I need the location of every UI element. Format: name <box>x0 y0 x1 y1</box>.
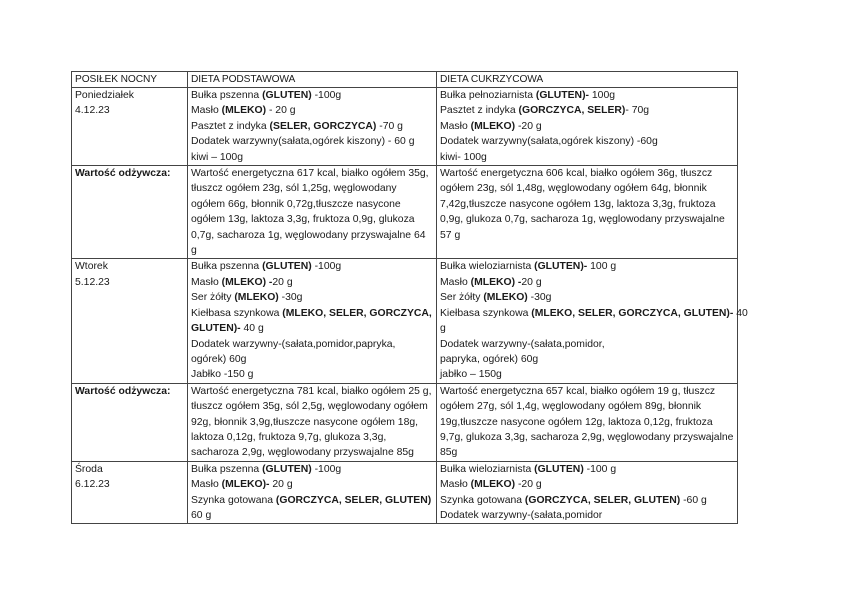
basic-item-line <box>191 150 433 165</box>
diabetic-item-line <box>440 352 734 367</box>
night-meal-table <box>71 71 748 524</box>
basic-item-amount: -70 g <box>376 120 403 132</box>
diabetic-item-line <box>440 134 734 149</box>
basic-item-line <box>191 493 433 508</box>
basic-diet-cell <box>188 259 437 383</box>
diabetic-item-line <box>440 259 734 274</box>
basic-diet-cell <box>188 88 437 166</box>
diabetic-item-text: jabłko – 150g <box>440 369 502 381</box>
basic-item-amount: -100g <box>311 90 342 101</box>
basic-item-allergen: (MLEKO)- <box>221 479 270 491</box>
basic-item-allergen: (MLEKO) - <box>221 276 273 288</box>
basic-item-text: Dodatek warzywny-(sałata,pomidor,papryka, <box>191 338 396 350</box>
diabetic-item-text: Dodatek warzywny-(sałata,pomidor, <box>440 338 605 350</box>
basic-item-line <box>191 337 433 352</box>
nutrition-basic-text: Wartość energetyczna 617 kcal, białko ogółem 35g, tłuszcz ogółem 23g, sól 1,25g, węglowodany ogółem 66g, błonnik 0,72g,tłuszcze nasycone ogółem 13g, laktoza 3,3g, fruktoza 0,9g, glukoza 0,7g, sacharoza 1g, węglowodany przyswajalne 64 g <box>191 168 429 257</box>
basic-item-text: Masło <box>191 276 222 288</box>
day-date: 6.12.23 <box>75 479 110 491</box>
diabetic-item-line <box>440 275 734 290</box>
basic-item-line <box>191 367 433 382</box>
diabetic-item-amount: 20 g <box>521 276 542 288</box>
basic-item-text: Pasztet z indyka <box>191 120 270 132</box>
diabetic-item-line <box>440 119 734 134</box>
basic-item-amount: -100g <box>311 261 342 273</box>
diabetic-diet-cell <box>437 88 738 166</box>
basic-item-allergen: (GLUTEN) <box>262 90 312 101</box>
basic-item-line <box>191 290 433 305</box>
day-date: 4.12.23 <box>75 105 110 117</box>
basic-item-line <box>191 508 433 523</box>
nutrition-label: Wartość odżywcza: <box>75 168 171 180</box>
nutrition-row <box>72 383 738 461</box>
diabetic-item-amount: -20 g <box>515 479 542 491</box>
nutrition-diabetic-text: Wartość energetyczna 606 kcal, białko ogółem 36g, tłuszcz ogółem 23g, sól 1,48g, węglowodany ogółem 64g, błonnik 7,42g,tłuszcze nasycone ogółem 13g, laktoza 3,3g, fruktoza 0,9g, glukoza 0,7g, sacharoza 1g, węglowodany przyswajalne 57 g <box>440 168 725 241</box>
diabetic-item-line <box>440 150 734 165</box>
basic-item-amount: -100g <box>311 463 342 475</box>
basic-item-allergen: (MLEKO) <box>234 292 279 304</box>
basic-item-amount: 40 g <box>240 323 264 335</box>
basic-item-line <box>191 275 433 290</box>
basic-item-allergen: (MLEKO, SELER, GORCZYCA, <box>282 307 432 319</box>
diabetic-item-text: Szynka gotowana <box>440 494 525 506</box>
nutrition-diabetic-cell <box>437 383 738 461</box>
basic-item-line <box>191 134 433 149</box>
day-name: Wtorek <box>75 261 108 273</box>
diabetic-item-line <box>440 88 734 103</box>
nutrition-basic-cell <box>188 383 437 461</box>
diabetic-item-amount: -60 g <box>680 494 707 506</box>
diabetic-item-amount: 40 <box>733 307 748 319</box>
diabetic-item-text: g <box>440 323 446 335</box>
nutrition-basic-text: Wartość energetyczna 781 kcal, białko ogółem 25 g, tłuszcz ogółem 35g, sól 2,5g, węglowodany ogółem 92g, błonnik 3,9g,tłuszcze nasycone ogółem 18g, laktoza 0,12g, fruktoza 9,7g, glukoza 3,3g, sacharoza 2,9g, węglowodany przyswajalne 85g <box>191 385 432 459</box>
diabetic-item-allergen: (GORCZYCA, SELER, GLUTEN) <box>524 494 681 506</box>
nutrition-row <box>72 166 738 259</box>
basic-item-text: Dodatek warzywny(sałata,ogórek kiszony) - 60 g <box>191 136 415 148</box>
basic-item-line <box>191 259 433 274</box>
diabetic-item-line <box>440 321 734 336</box>
header-diabetic-text: DIETA CUKRZYCOWA <box>440 74 544 85</box>
nutrition-label: Wartość odżywcza: <box>75 385 171 397</box>
day-menu-row <box>72 461 738 524</box>
diabetic-item-amount: -20 g <box>515 120 542 132</box>
diabetic-item-text: Bułka pełnoziarnista <box>440 90 536 101</box>
basic-item-text: Jabłko -150 g <box>191 369 254 381</box>
diabetic-item-line <box>440 367 734 382</box>
diabetic-item-allergen: (MLEKO) <box>470 479 516 491</box>
basic-item-text: ogórek) 60g <box>191 353 247 365</box>
diabetic-item-amount: - 70g <box>625 105 650 117</box>
diabetic-item-text: Masło <box>440 479 471 491</box>
basic-item-text: Masło <box>191 479 222 491</box>
diabetic-item-line <box>440 103 734 118</box>
header-meal-text: POSIŁEK NOCNY <box>75 74 157 85</box>
basic-item-amount: - 20 g <box>266 105 296 117</box>
day-cell <box>72 259 188 383</box>
nutrition-diabetic-text: Wartość energetyczna 657 kcal, białko ogółem 19 g, tłuszcz ogółem 27g, sól 1,4g, węglowodany ogółem 89g, błonnik 19g,tłuszcze nasycone ogółem 12g, laktoza 0,12g, fruktoza 9,7g, glukoza 3,3g, sacharoza 2,9g, węglowodany przyswajalne 85g <box>440 385 734 459</box>
basic-item-line <box>191 321 433 336</box>
day-name: Środa <box>75 463 103 475</box>
basic-item-allergen: (SELER, GORCZYCA) <box>269 120 377 132</box>
basic-item-line <box>191 352 433 367</box>
nutrition-basic-cell <box>188 166 437 259</box>
basic-item-text: kiwi – 100g <box>191 151 243 163</box>
basic-item-text: 60 g <box>191 509 212 521</box>
diabetic-item-text: kiwi- 100g <box>440 151 487 163</box>
diabetic-item-line <box>440 306 748 321</box>
diabetic-item-line <box>440 337 734 352</box>
diabetic-item-allergen: (GORCZYCA, SELER) <box>518 105 626 117</box>
basic-diet-cell <box>188 461 437 524</box>
nutrition-label-cell <box>72 383 188 461</box>
diabetic-item-allergen: (GLUTEN) <box>534 463 584 475</box>
basic-item-line <box>191 306 433 321</box>
basic-item-text: Masło <box>191 105 222 117</box>
header-row <box>72 72 738 88</box>
basic-item-amount: 20 g <box>269 479 293 491</box>
diabetic-item-text: Masło <box>440 276 471 288</box>
basic-item-text: Bułka pszenna <box>191 261 263 273</box>
nutrition-diabetic-cell <box>437 166 738 259</box>
diabetic-item-line <box>440 508 734 523</box>
diabetic-item-line <box>440 493 734 508</box>
diabetic-item-line <box>440 462 734 477</box>
header-diabetic-diet <box>437 72 738 88</box>
basic-item-line <box>191 88 433 103</box>
diabetic-item-amount: -30g <box>527 292 552 304</box>
diabetic-item-line <box>440 477 734 492</box>
basic-item-allergen: (GLUTEN) <box>262 463 312 475</box>
basic-item-text: Ser żółty <box>191 292 235 304</box>
basic-item-line <box>191 477 433 492</box>
basic-item-allergen: (MLEKO) <box>221 105 267 117</box>
diabetic-item-allergen: (MLEKO) - <box>470 276 522 288</box>
diabetic-item-allergen: (MLEKO) <box>483 292 528 304</box>
diabetic-item-allergen: (GLUTEN)- <box>534 261 588 273</box>
header-basic-diet <box>188 72 437 88</box>
basic-item-amount: 20 g <box>272 276 293 288</box>
basic-item-text: Szynka gotowana <box>191 494 276 506</box>
basic-item-allergen: (GORCZYCA, SELER, GLUTEN) <box>275 494 432 506</box>
diabetic-item-allergen: (GLUTEN)- <box>535 90 589 101</box>
diabetic-item-amount: 100 g <box>587 261 617 273</box>
basic-item-allergen: (GLUTEN) <box>262 261 312 273</box>
header-basic-text: DIETA PODSTAWOWA <box>191 74 296 85</box>
day-menu-row <box>72 259 738 383</box>
diabetic-item-line <box>440 290 734 305</box>
diabetic-item-text: papryka, ogórek) 60g <box>440 353 539 365</box>
diabetic-item-amount: -100 g <box>583 463 617 475</box>
basic-item-line <box>191 462 433 477</box>
diabetic-item-text: Kiełbasa szynkowa <box>440 307 532 319</box>
day-cell <box>72 461 188 524</box>
diabetic-item-text: Bułka wieloziarnista <box>440 261 535 273</box>
header-meal <box>72 72 188 88</box>
day-date: 5.12.23 <box>75 276 110 288</box>
nutrition-label-cell <box>72 166 188 259</box>
diabetic-item-text: Bułka wieloziarnista <box>440 463 535 475</box>
basic-item-allergen: GLUTEN)- <box>191 323 241 335</box>
diabetic-item-allergen: (MLEKO) <box>470 120 516 132</box>
diabetic-item-allergen: (MLEKO, SELER, GORCZYCA, GLUTEN)- <box>531 307 734 319</box>
basic-item-line <box>191 103 433 118</box>
basic-item-amount: -30g <box>278 292 303 304</box>
diabetic-item-text: Masło <box>440 120 471 132</box>
basic-item-text: Kiełbasa szynkowa <box>191 307 283 319</box>
diabetic-item-amount: 100g <box>589 90 616 101</box>
day-menu-row <box>72 88 738 166</box>
diabetic-item-text: Dodatek warzywny-(sałata,pomidor <box>440 509 603 521</box>
day-cell <box>72 88 188 166</box>
diabetic-diet-cell <box>437 259 748 383</box>
diabetic-item-text: Ser żółty <box>440 292 484 304</box>
diabetic-diet-cell <box>437 461 738 524</box>
basic-item-text: Bułka pszenna <box>191 90 263 101</box>
basic-item-text: Bułka pszenna <box>191 463 263 475</box>
day-name: Poniedziałek <box>75 90 134 101</box>
diabetic-item-text: Dodatek warzywny(sałata,ogórek kiszony) -60g <box>440 136 658 148</box>
diabetic-item-text: Pasztet z indyka <box>440 105 519 117</box>
basic-item-line <box>191 119 433 134</box>
